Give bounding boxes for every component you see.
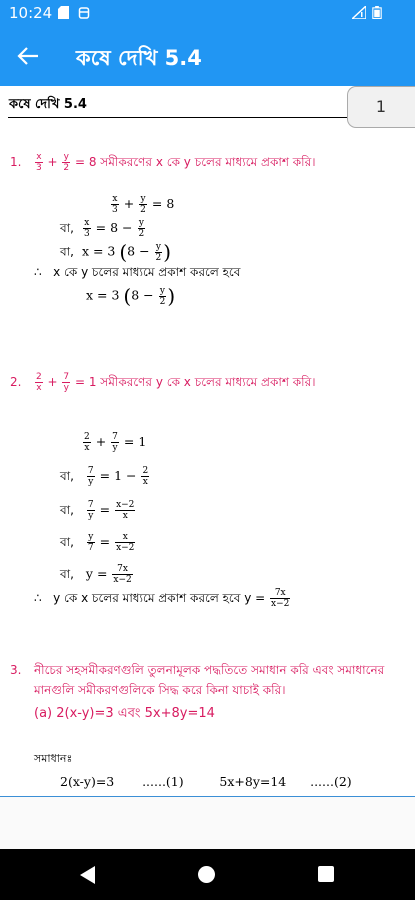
page-title: কষে দেখি 5.4 — [76, 46, 202, 70]
arrow-left-icon[interactable] — [12, 40, 46, 72]
system-nav-bar — [0, 849, 415, 900]
app-bar — [0, 26, 415, 86]
question-text: = 1 সমীকরণের y কে x চলের মাধ্যমে প্রকাশ করি। — [74, 375, 316, 389]
q2-step-1: $\frac{2}{x}$ + $\frac{7}{y}$ = 1 — [84, 432, 147, 453]
question-text-line-1: নীচের সহসমীকরণগুলি তুলনামূলক পদ্ধতিতে সমাধান করি এবং সমাধানের — [34, 663, 385, 677]
page-number-button[interactable] — [347, 86, 415, 128]
question-1: 1. $\frac{x}{3}$ + $\frac{y}{2}$ = 8 সমীকরণের x কে y চলের মাধ্যমে প্রকাশ করি। — [10, 152, 316, 173]
question-2: 2. $\frac{2}{x}$ + $\frac{7}{y}$ = 1 সমীকরণের y কে x চলের মাধ্যমে প্রকাশ করি। — [10, 372, 316, 393]
question-text: = 8 সমীকরণের x কে y চলের মাধ্যমে প্রকাশ করি। — [74, 155, 316, 169]
battery-icon — [372, 6, 382, 19]
question-number: 1. — [10, 155, 22, 169]
status-bar — [0, 0, 415, 26]
nav-back-icon[interactable] — [78, 865, 96, 885]
nav-home-icon[interactable] — [198, 866, 215, 883]
content-area[interactable] — [0, 130, 415, 796]
q1-conclusion: ∴ x কে y চলের মাধ্যমে প্রকাশ করলে হবে — [34, 265, 241, 279]
question-part-a: (a) 2(x-y)=3 এবং 5x+8y=14 — [34, 706, 215, 721]
page-number: 1 — [375, 97, 387, 116]
solution-label: সমাধানঃ — [34, 752, 73, 765]
status-time: 10:24 — [9, 4, 53, 22]
chapter-header — [0, 86, 415, 130]
chapter-underline — [8, 117, 348, 118]
q1-step-3: বা, x = 3 (8 − $\frac{y}{2}$ ) — [60, 240, 172, 264]
q1-step-1: $\frac{x}{3}$ + $\frac{y}{2}$ = 8 — [112, 194, 175, 215]
signal-icon — [352, 6, 366, 19]
nav-recents-icon[interactable] — [318, 866, 334, 882]
q1-final: x = 3 (8 − $\frac{y}{2}$ ) — [86, 284, 176, 308]
question-3 — [10, 660, 415, 720]
q1-step-2: বা, $\frac{x}{3}$ = 8 − $\frac{y}{2}$ — [60, 218, 145, 239]
solution-equations: 2(x-y)=3 ......(1) 5x+8y=14 ......(2) — [60, 774, 352, 789]
q2-step-4: বা, $\frac{y}{7}$ = $\frac{x}{x-2}$ — [60, 532, 135, 553]
q2-conclusion: ∴ y কে x চলের মাধ্যমে প্রকাশ করলে হবে y = $\frac{7x}{x-2}$ — [34, 588, 290, 609]
q2-step-5: বা, y = $\frac{7x}{x-2}$ — [60, 564, 132, 585]
question-number: 3. — [10, 663, 22, 677]
question-text-line-2: মানগুলি সমীকরণগুলিকে সিদ্ধ করে কিনা যাচাই করি। — [34, 683, 286, 697]
q2-step-3: বা, $\frac{7}{y}$ = $\frac{x-2}{x}$ — [60, 500, 135, 521]
question-number: 2. — [10, 375, 22, 389]
q2-step-2: বা, $\frac{7}{y}$ = 1 − $\frac{2}{x}$ — [60, 466, 149, 487]
chapter-label: কষে দেখি 5.4 — [9, 97, 87, 112]
footer-area — [0, 797, 415, 849]
sd-card-icon — [58, 6, 69, 19]
android-icon — [78, 6, 90, 19]
